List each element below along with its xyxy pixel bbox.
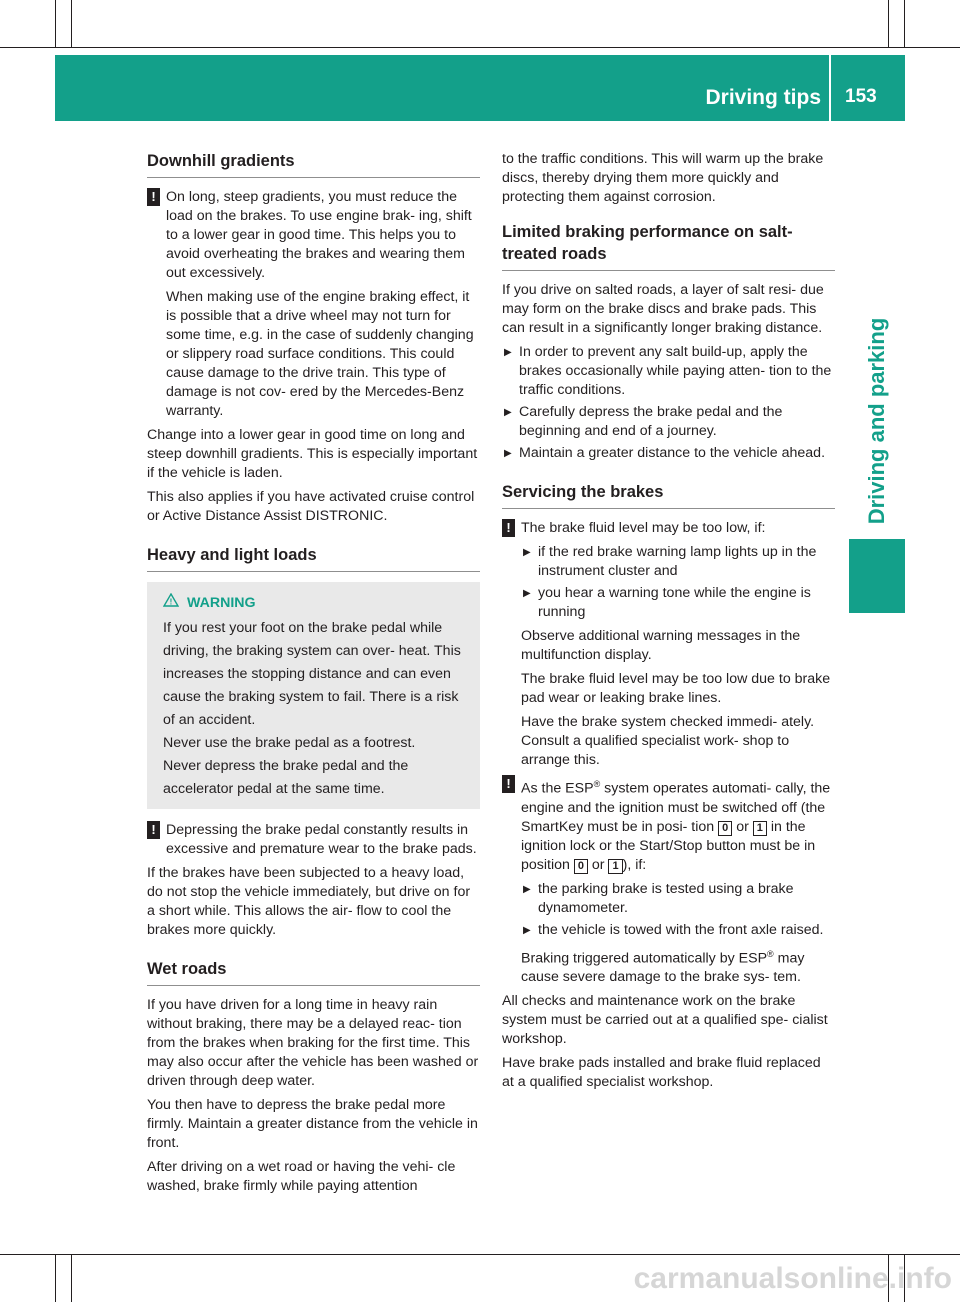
- warning-text: Never depress the brake pedal and the accelerator pedal at the same time.: [163, 758, 409, 797]
- warning-text: Never use the brake pedal as a footrest.: [163, 735, 416, 751]
- key-position-1: 1: [608, 859, 622, 874]
- bullet-icon: ▶: [523, 924, 531, 936]
- bullet-icon: ▶: [523, 547, 531, 558]
- body-text: Have brake pads installed and brake fluid replaced at a qualified specialist workshop.: [502, 1055, 821, 1091]
- bullet-icon: ▶: [504, 407, 512, 418]
- body-text: This also applies if you have activated cruise control or Active Distance Assist DISTRONIC.: [147, 489, 475, 524]
- body-text: If the brakes have been subjected to a heavy load, do not stop the vehicle immediately, but drive on for a short while. This allows the air- flow to cool the brakes more quickly.: [147, 865, 471, 938]
- note-text: The brake fluid level may be too low, if:: [521, 520, 766, 536]
- watermark: carmanualsonline.info: [633, 1262, 952, 1295]
- section-title: Driving tips: [705, 86, 821, 109]
- note-block: [502, 775, 835, 987]
- note-text: Observe additional warning messages in the multifunction display.: [521, 628, 801, 663]
- crop-mark: [71, 0, 72, 48]
- bullet-list: [521, 880, 835, 940]
- heading-heavy-loads: Heavy and light loads: [147, 544, 480, 572]
- right-column: [502, 150, 835, 1097]
- notice-icon: !: [147, 188, 160, 206]
- note-text: The brake fluid level may be too low due to brake pad wear or leaking brake lines.: [521, 671, 831, 706]
- heading-servicing: Servicing the brakes: [502, 481, 835, 509]
- body-text: All checks and maintenance work on the brake system must be carried out at a qualified spe- cialist workshop.: [502, 993, 828, 1048]
- note-text: As the ESP® system operates automati- cally, the engine and the ignition must be switched off (the SmartKey must be in posi- tion 0 or 1 in the ignition lock or the Start/Stop button must be in position 0 or 1 ), if:: [521, 779, 831, 873]
- bullet-icon: ▶: [504, 448, 512, 459]
- warning-triangle-icon: [163, 592, 179, 615]
- heading-wet-roads: Wet roads: [147, 958, 480, 986]
- heading-downhill: Downhill gradients: [147, 150, 480, 178]
- note-text: Depressing the brake pedal constantly results in excessive and premature wear to the brake pads.: [166, 822, 477, 857]
- list-item: ▶ you hear a warning tone while the engine is running: [523, 585, 811, 620]
- crop-mark: [888, 0, 889, 48]
- crop-mark: [0, 1254, 960, 1255]
- bullet-icon: ▶: [523, 883, 531, 895]
- chapter-tab-marker: [849, 539, 905, 613]
- chapter-tab-label: Driving and parking: [864, 317, 889, 525]
- note-block: [502, 519, 835, 770]
- list-item: ▶ if the red brake warning lamp lights up in the instrument cluster and: [523, 544, 817, 579]
- list-item: ▶ In order to prevent any salt build-up, apply the brakes occasionally while paying atten- tion to the traffic conditions.: [504, 344, 832, 398]
- bullet-list: [502, 343, 835, 463]
- key-position-0: 0: [574, 859, 588, 874]
- list-item: ▶ Maintain a greater distance to the vehicle ahead.: [504, 445, 826, 461]
- body-text: Change into a lower gear in good time on long and steep downhill gradients. This is especially important if the vehicle is laden.: [147, 427, 478, 481]
- note-block: [147, 821, 480, 859]
- note-text: Have the brake system checked immedi- ately. Consult a qualified specialist work- shop to arrange this.: [521, 714, 815, 768]
- body-text: to the traffic conditions. This will warm up the brake discs, thereby drying them more quickly and protecting them against corrosion.: [502, 151, 824, 205]
- crop-mark: [71, 1254, 72, 1302]
- page-number: 153: [845, 86, 877, 107]
- body-text: If you drive on salted roads, a layer of salt resi- due may form on the brake discs and brake pads. This can result in a significantly longer braking distance.: [502, 282, 824, 336]
- crop-mark: [55, 0, 56, 48]
- notice-icon: !: [147, 821, 160, 839]
- left-column: [147, 150, 480, 1201]
- body-text: If you have driven for a long time in heavy rain without braking, there may be a delayed reac- tion from the brakes when braking for the first time. This may also occur after the vehicle has been washed or driven through deep water.: [147, 997, 479, 1089]
- key-position-1: 1: [753, 821, 767, 836]
- warning-box: [147, 582, 480, 809]
- crop-mark: [904, 0, 905, 48]
- note-text: When making use of the engine braking effect, it is possible that a drive wheel may not turn for some time, e.g. in the case of suddenly changing or slippery road surface conditions. This could cause damage to the drive train. This type of damage is not cov- ered by the Mercedes-Benz warranty.: [166, 289, 474, 419]
- bullet-icon: ▶: [504, 347, 512, 358]
- svg-text:!: !: [169, 597, 173, 607]
- note-text: On long, steep gradients, you must reduce the load on the brakes. To use engine brak- ing, shift to a lower gear in good time. This helps you to avoid overheating the brakes and wearing them out excessively.: [166, 189, 472, 281]
- list-item: ▶ the parking brake is tested using a brake dynamometer.: [523, 880, 794, 916]
- warning-label: WARNING: [187, 595, 256, 611]
- list-item: ▶ the vehicle is towed with the front axle raised.: [523, 921, 824, 938]
- crop-mark: [55, 1254, 56, 1302]
- crop-mark: [0, 47, 960, 48]
- warning-title: [163, 592, 466, 615]
- bullet-list: [521, 543, 835, 622]
- notice-icon: !: [502, 775, 515, 793]
- key-position-0: 0: [718, 821, 732, 836]
- header-divider: [829, 55, 831, 121]
- notice-icon: !: [502, 519, 515, 537]
- note-block: [147, 188, 480, 421]
- bullet-icon: ▶: [523, 588, 531, 599]
- warning-text: If you rest your foot on the brake pedal while driving, the braking system can over- heat. This increases the stopping distance and can even cause the braking system to fail. There is a risk of an accident.: [163, 620, 461, 728]
- body-text: After driving on a wet road or having the vehi- cle washed, brake firmly while paying attention: [147, 1159, 456, 1194]
- page-header: [55, 55, 905, 121]
- heading-salt-roads: Limited braking performance on salt- treated roads: [502, 221, 835, 271]
- body-text: You then have to depress the brake pedal more firmly. Maintain a greater distance from the vehicle in front.: [147, 1097, 478, 1151]
- list-item: ▶ Carefully depress the brake pedal and the beginning and end of a journey.: [504, 404, 783, 439]
- note-text: Braking triggered automatically by ESP® may cause severe damage to the brake sys- tem.: [521, 948, 805, 986]
